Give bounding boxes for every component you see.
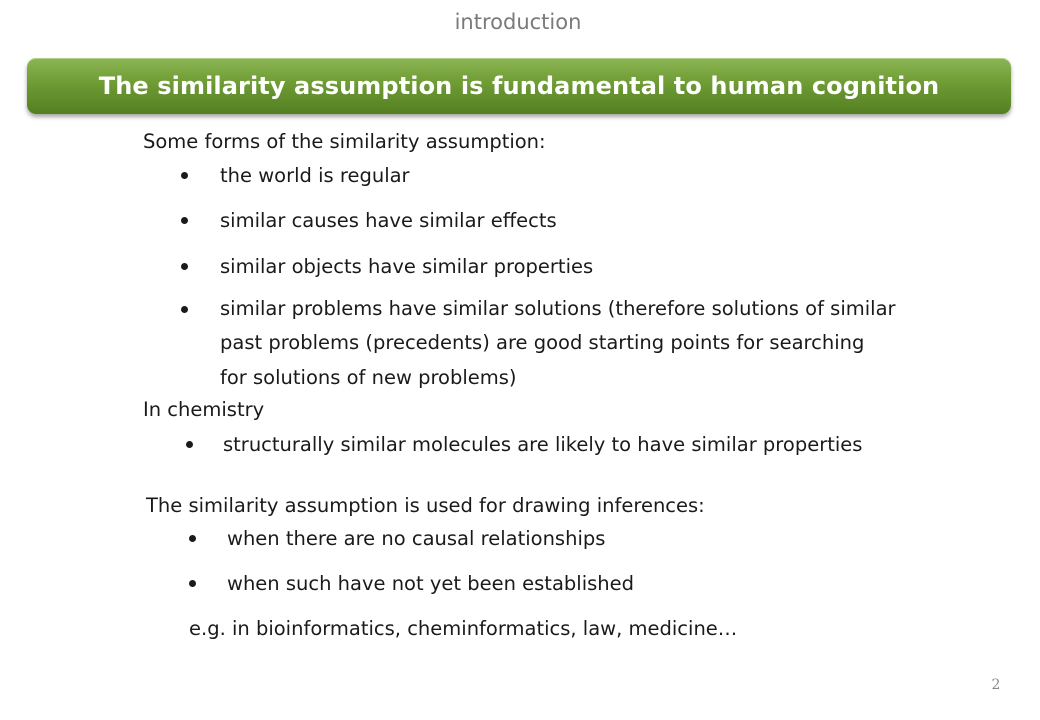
title-banner [27, 58, 1011, 114]
page-number: 2 [991, 677, 1001, 693]
inferences-item-2: when such have not yet been established [227, 572, 635, 595]
forms-item-3: similar objects have similar properties [220, 255, 594, 278]
bullet-icon [181, 263, 188, 270]
forms-item-4-line-3: for solutions of new problems) [220, 366, 517, 389]
section-label: introduction [454, 10, 582, 34]
inferences-example: e.g. in bioinformatics, cheminformatics, law, medicine… [189, 617, 738, 640]
forms-item-2: similar causes have similar effects [220, 209, 557, 232]
bullet-icon [189, 580, 196, 587]
bullet-icon [189, 535, 196, 542]
bullet-icon [181, 306, 188, 313]
slide-title: The similarity assumption is fundamental to human cognition [98, 72, 940, 100]
inferences-heading: The similarity assumption is used for drawing inferences: [146, 494, 705, 517]
chemistry-item-1: structurally similar molecules are likely to have similar properties [223, 433, 863, 456]
inferences-item-1: when there are no causal relationships [227, 527, 606, 550]
forms-item-1: the world is regular [220, 164, 410, 187]
forms-item-4-line-1: similar problems have similar solutions (therefore solutions of similar [220, 297, 896, 320]
forms-heading: Some forms of the similarity assumption: [143, 130, 546, 153]
chemistry-heading: In chemistry [143, 398, 265, 421]
forms-item-4-line-2: past problems (precedents) are good starting points for searching [220, 331, 865, 354]
bullet-icon [181, 217, 188, 224]
bullet-icon [181, 172, 188, 179]
bullet-icon [186, 441, 193, 448]
